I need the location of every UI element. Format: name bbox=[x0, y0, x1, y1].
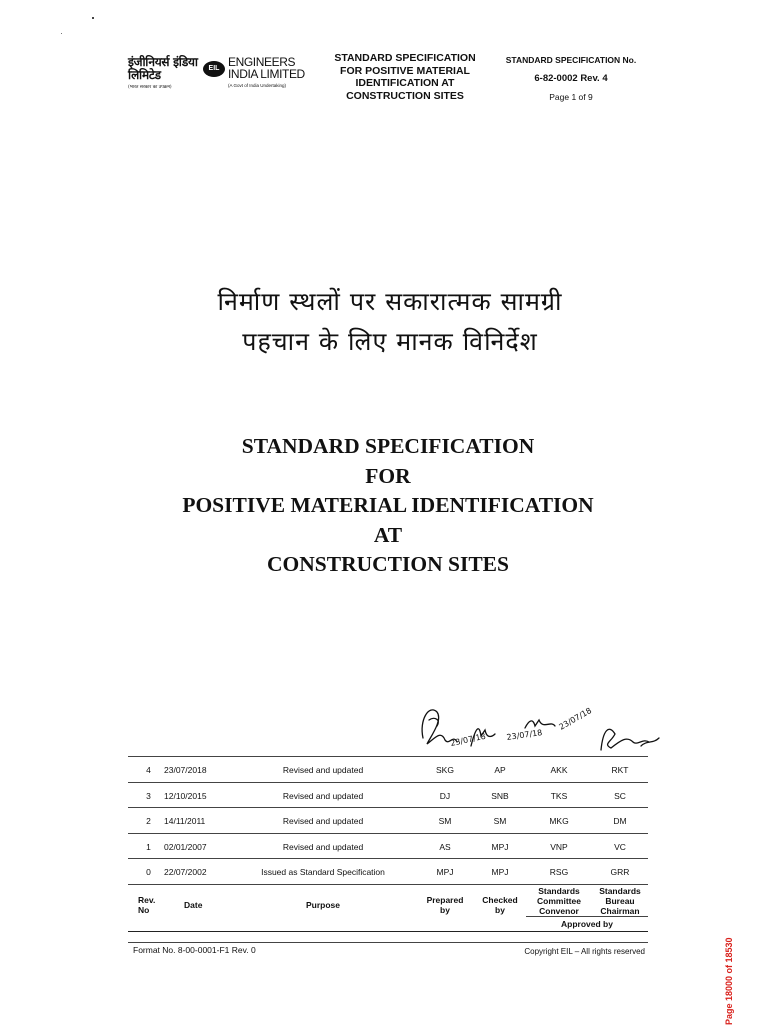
header-rev-line2: No bbox=[138, 904, 150, 915]
approval-signatures bbox=[415, 690, 670, 760]
header-rev bbox=[138, 895, 158, 915]
cell-rev: 2 bbox=[146, 816, 151, 826]
cell-purpose: Revised and updated bbox=[282, 790, 364, 801]
cell-date: 02/01/2007 bbox=[164, 841, 207, 852]
header-title-line: IDENTIFICATION AT bbox=[355, 77, 455, 89]
logo-tagline: (A Govt of India Undertaking) bbox=[228, 83, 287, 88]
cell-convenor: TKS bbox=[550, 790, 568, 801]
header-convenor bbox=[526, 886, 592, 916]
logo-english-line1: ENGINEERS bbox=[228, 55, 296, 69]
cell-chairman: SC bbox=[614, 790, 626, 801]
header-chairman-line2: Bureau bbox=[605, 895, 635, 906]
header-checked-line1: Checked bbox=[482, 894, 518, 905]
header-checked-line2: by bbox=[495, 904, 505, 915]
cell-chairman: DM bbox=[613, 816, 627, 826]
main-title-line: STANDARD SPECIFICATION bbox=[241, 434, 535, 458]
cell-prepared: SKG bbox=[436, 765, 454, 775]
cell-purpose: Issued as Standard Specification bbox=[261, 867, 385, 877]
cell-convenor: MKG bbox=[549, 816, 569, 826]
spec-label: STANDARD SPECIFICATION No. bbox=[505, 55, 637, 65]
approved-by-divider bbox=[526, 916, 648, 917]
cell-purpose: Revised and updated bbox=[282, 816, 364, 826]
main-title-line: FOR bbox=[365, 463, 411, 488]
page-info: Page 1 of 9 bbox=[549, 92, 593, 102]
cell-convenor: VNP bbox=[550, 841, 568, 852]
spec-number: 6-82-0002 Rev. 4 bbox=[534, 73, 608, 84]
header-chairman-line3: Chairman bbox=[600, 905, 640, 916]
spec-info bbox=[496, 55, 646, 102]
header-prepared bbox=[416, 895, 474, 915]
header-prepared-line1: Prepared bbox=[426, 894, 464, 905]
main-title-line: CONSTRUCTION SITES bbox=[267, 552, 509, 576]
signature-rkt-tail bbox=[641, 738, 659, 746]
revision-table bbox=[128, 756, 648, 932]
header-approved-by: Approved by bbox=[561, 918, 613, 929]
cell-chairman: RKT bbox=[611, 765, 629, 775]
signature-rkt bbox=[601, 729, 649, 750]
logo-english-name bbox=[228, 56, 305, 80]
table-row bbox=[128, 859, 648, 885]
footer-format-no: Format No. 8-00-0001-F1 Rev. 0 bbox=[133, 945, 256, 955]
header-purpose: Purpose bbox=[305, 899, 340, 910]
table-header-row bbox=[128, 885, 648, 932]
cell-purpose: Revised and updated bbox=[282, 841, 364, 852]
logo-emblem-icon: EIL bbox=[203, 61, 225, 77]
hindi-title-line: पहचान के लिए मानक विनिर्देश bbox=[242, 327, 538, 356]
logo-english-line2: INDIA LIMITED bbox=[228, 67, 305, 81]
header-prepared-line2: by bbox=[440, 904, 450, 915]
cell-rev: 3 bbox=[146, 790, 151, 801]
header-rev-line1: Rev. bbox=[138, 894, 156, 905]
main-title-line: POSITIVE MATERIAL IDENTIFICATION bbox=[182, 493, 594, 517]
cell-convenor: AKK bbox=[550, 765, 568, 775]
header-chairman-line1: Standards bbox=[599, 885, 641, 896]
cell-date: 22/07/2002 bbox=[164, 867, 207, 877]
cell-chairman: GRR bbox=[610, 867, 630, 877]
header-convenor-line3: Convenor bbox=[539, 905, 579, 916]
header-checked bbox=[474, 895, 526, 915]
header-title-line: STANDARD SPECIFICATION bbox=[334, 52, 476, 64]
footer-divider bbox=[128, 942, 648, 943]
header-title bbox=[322, 52, 488, 102]
cell-rev: 0 bbox=[146, 867, 151, 877]
header-title-line: FOR POSITIVE MATERIAL bbox=[340, 64, 470, 77]
cell-date: 14/11/2011 bbox=[164, 816, 206, 826]
header-convenor-line2: Committee bbox=[537, 895, 581, 906]
scan-speck bbox=[61, 33, 62, 34]
signature-date-1: 23/07/18 bbox=[449, 731, 487, 748]
scan-speck bbox=[92, 17, 94, 19]
cell-chairman: VC bbox=[614, 841, 626, 852]
hindi-title-line: निर्माण स्थलों पर सकारात्मक सामग्री bbox=[217, 287, 563, 316]
cell-date: 23/07/2018 bbox=[164, 765, 207, 775]
cell-checked: SNB bbox=[491, 790, 509, 801]
company-logo bbox=[128, 56, 318, 96]
cell-checked: MPJ bbox=[491, 841, 509, 852]
cell-convenor: RSG bbox=[549, 867, 569, 877]
table-row bbox=[128, 808, 648, 834]
table-row bbox=[128, 834, 648, 860]
cell-checked: MPJ bbox=[491, 867, 509, 877]
header-date: Date bbox=[184, 899, 203, 910]
main-title-line: AT bbox=[373, 522, 403, 547]
cell-prepared: SM bbox=[438, 816, 452, 826]
table-row bbox=[128, 783, 648, 809]
cell-purpose: Revised and updated bbox=[282, 765, 364, 775]
cell-rev: 1 bbox=[146, 841, 151, 852]
cell-prepared: DJ bbox=[439, 790, 451, 801]
table-row bbox=[128, 756, 648, 783]
header-chairman bbox=[592, 886, 648, 916]
cell-prepared: MPJ bbox=[436, 867, 454, 877]
cell-checked: AP bbox=[494, 765, 506, 775]
cell-rev: 4 bbox=[146, 765, 151, 775]
logo-hindi-tagline: (भारत सरकार का उपक्रम) bbox=[128, 85, 172, 90]
page-stamp-text: Page 18000 of 18530 bbox=[724, 937, 734, 1025]
cell-checked: SM bbox=[493, 816, 507, 826]
signature-date-2: 23/07/18 bbox=[506, 728, 543, 742]
hindi-title bbox=[140, 282, 640, 362]
footer-copyright: Copyright EIL – All rights reserved bbox=[524, 947, 645, 956]
header-convenor-line1: Standards bbox=[538, 885, 580, 896]
signature-akk bbox=[525, 720, 555, 728]
cell-date: 12/10/2015 bbox=[164, 790, 207, 801]
main-title bbox=[100, 432, 676, 580]
cell-prepared: AS bbox=[439, 841, 451, 852]
signature-date-3: 23/07/18 bbox=[557, 705, 594, 732]
logo-hindi-name: इंजीनियर्स इंडिया लिमिटेड bbox=[128, 55, 198, 82]
header-title-line: CONSTRUCTION SITES bbox=[346, 89, 464, 102]
